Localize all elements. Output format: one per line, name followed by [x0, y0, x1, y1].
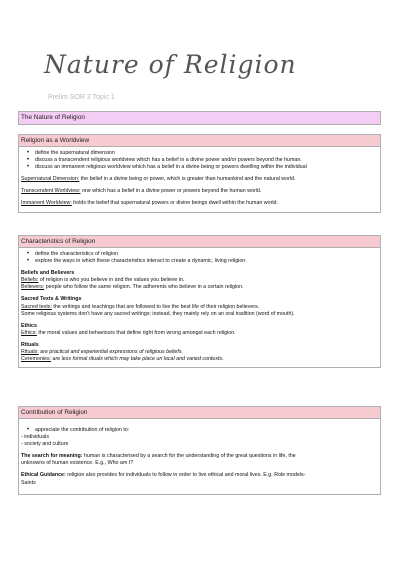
contribution-outcomes: [21, 427, 378, 434]
worldview-outcomes: [21, 150, 378, 171]
contribution-item: - individuals: [21, 434, 49, 441]
ceremonies-definition: Ceremonies: are less formal rituals which may take place un local and varied contexts.: [21, 356, 224, 363]
ethics-definition: Ethics: the moral values and behaviours that define right from wrong amongst each religion.: [21, 329, 236, 336]
list-item: • define the supernatural dimension: [35, 150, 378, 157]
characteristics-section: [18, 235, 381, 368]
contribution-item: - society and culture: [21, 441, 69, 448]
page-title: Nature of Religion: [44, 50, 297, 79]
believers-definition: Believers: people who follow the same religion. The adherents who believe in a certain religion.: [21, 284, 244, 291]
rituals-definition: Rituals: are practical and experiential expressions of religious beliefs.: [21, 349, 183, 356]
sacred-definition: Sacred texts: the writings and teachings that are followed to live the best life of their religion believers.: [21, 303, 260, 310]
characteristics-outcomes: [21, 251, 378, 265]
list-item: • discuss a transcendent religious worldview which has a belief in a divine power and/or powers beyond the human.: [35, 157, 378, 164]
ethical-guidance-continued: Saints: [21, 479, 36, 486]
contribution-body: [19, 419, 380, 494]
definition-immanent: Immanent Worldview: holds the belief that supernatural powers or divine beings dwell within the human world.: [21, 200, 278, 207]
worldview-section: [18, 134, 381, 213]
worldview-heading: Religion as a Worldview: [19, 135, 380, 147]
search-meaning-definition: The search for meaning: human is characterised by a search for the understanding of the great questions in life, the: [21, 453, 296, 460]
characteristics-heading: Characteristics of Religion: [19, 236, 380, 248]
beliefs-definition: Beliefs: of religion is who you believe in and the values you believe in.: [21, 277, 185, 284]
list-item: • explore the ways in which these characteristics interact to create a dynamic, living religion.: [35, 258, 378, 265]
definition-transcendent: Transcendent Worldview: one which has a belief in a divine power or powers beyond the human world.: [21, 188, 262, 195]
rituals-heading: Rituals: [21, 341, 39, 348]
nature-section: [18, 111, 381, 125]
search-meaning-continued: unknowns of human existence. E.g., Who am I?: [21, 460, 134, 467]
page-subtitle: Prelim SOR 2 Topic 1: [48, 94, 115, 101]
list-item: • appreciate the contribution of religion to:: [35, 427, 378, 434]
characteristics-body: [19, 248, 380, 367]
worldview-body: [19, 147, 380, 212]
beliefs-heading: Beliefs and Believers: [21, 270, 75, 277]
definition-supernatural: Supernatural Dimension: the belief in a divine being or power, which is greater than humankind and the natural world.: [21, 176, 296, 183]
sacred-heading: Sacred Texts & Writings: [21, 296, 82, 303]
list-item: • define the characteristics of religion: [35, 251, 378, 258]
list-item: • discuss an immanent religious worldview which has a belief in a divine being or powers dwelling within the individual: [35, 164, 378, 171]
contribution-section: [18, 406, 381, 495]
ethical-guidance-definition: Ethical Guidance: religion also provides for individuals to follow in order to live ethical and moral lives. E.g. Role models-: [21, 472, 306, 479]
nature-heading: The Nature of Religion: [19, 112, 380, 124]
ethics-heading: Ethics: [21, 322, 37, 329]
contribution-heading: Contribution of Religion: [19, 407, 380, 419]
sacred-note: Some religious systems don't have any sacred writings: instead, they mainly rely on an oral tradition (word of mouth).: [21, 310, 295, 317]
